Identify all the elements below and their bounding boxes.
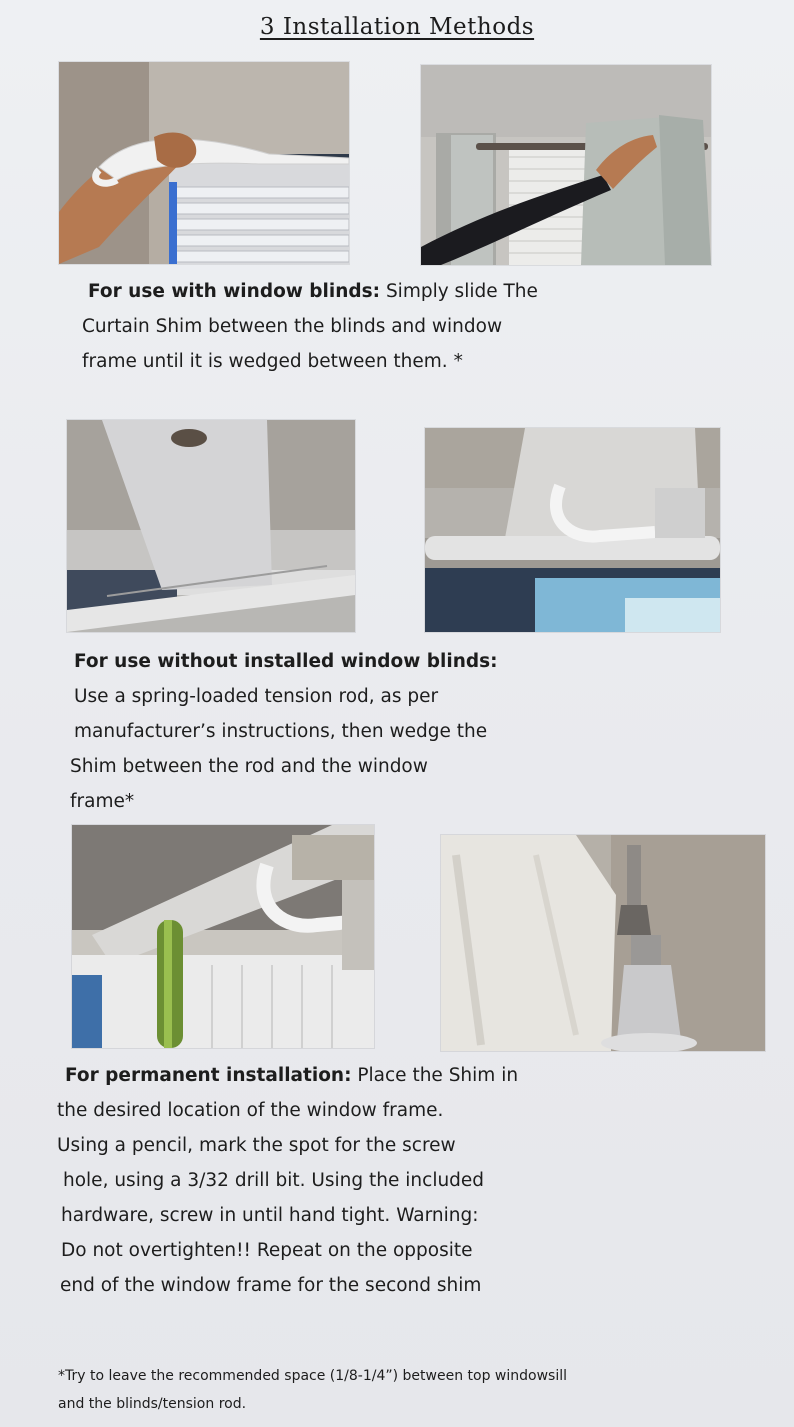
blinds-line-2: Curtain Shim between the blinds and window: [82, 316, 503, 337]
permanent-line-6: Do not overtighten!! Repeat on the opposite: [61, 1240, 473, 1261]
permanent-line-4: hole, using a 3/32 drill bit. Using the included: [63, 1170, 485, 1191]
paragraph-window-blinds: [82, 274, 538, 379]
permanent-line-2: the desired location of the window frame.: [57, 1100, 444, 1121]
no-blinds-line-2: Use a spring-loaded tension rod, as per: [74, 686, 439, 707]
photo-hook-on-tension-rod: [425, 428, 720, 632]
photo-shim-on-blinds-closeup: [67, 420, 355, 632]
page-title-text: 3 Installation Methods: [259, 14, 535, 40]
blinds-line-1-text: Simply slide The: [380, 281, 538, 302]
permanent-line-1-text: Place the Shim in: [351, 1065, 519, 1086]
paragraph-tension-rod: [70, 644, 498, 819]
blinds-line-1: [88, 274, 538, 309]
permanent-line-5: hardware, screw in until hand tight. Warning:: [61, 1205, 479, 1226]
permanent-line-7: end of the window frame for the second shim: [60, 1275, 482, 1296]
permanent-heading: For permanent installation:: [65, 1065, 352, 1086]
paragraph-permanent-installation: [57, 1058, 519, 1303]
no-blinds-line-1: [74, 644, 498, 679]
footnote-line-2: and the blinds/tension rod.: [58, 1396, 247, 1412]
blinds-heading: For use with window blinds:: [88, 281, 381, 302]
no-blinds-line-5: frame*: [70, 791, 135, 812]
no-blinds-line-3: manufacturer’s instructions, then wedge the: [74, 721, 488, 742]
page-title: [0, 14, 794, 40]
blinds-line-3: frame until it is wedged between them. *: [82, 351, 463, 372]
photo-shim-mounted-with-hook: [72, 825, 374, 1048]
footnote-line-1: *Try to leave the recommended space (1/8-1/4”) between top windowsill: [58, 1368, 567, 1384]
photo-hand-hanging-curtain: [421, 65, 711, 265]
footnote: [58, 1362, 567, 1418]
no-blinds-heading: For use without installed window blinds:: [74, 651, 498, 672]
photo-hand-sliding-shim-into-blinds: [59, 62, 349, 264]
permanent-line-1: [65, 1058, 518, 1093]
photo-screw-installed-in-frame: [441, 835, 765, 1051]
permanent-line-3: Using a pencil, mark the spot for the screw: [57, 1135, 456, 1156]
no-blinds-line-4: Shim between the rod and the window: [70, 756, 428, 777]
